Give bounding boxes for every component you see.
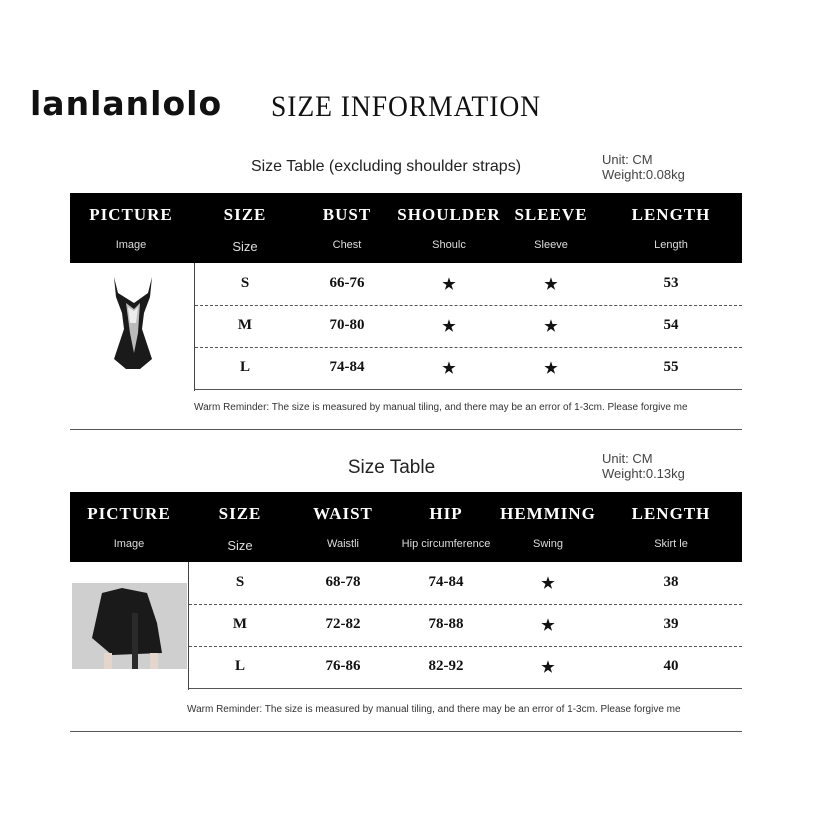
table-header	[70, 492, 742, 562]
table-cell: M	[237, 317, 253, 333]
table-cell: 66-76	[329, 275, 365, 291]
table-cell: 72-82	[325, 616, 361, 632]
column-subheader: Shoulc	[432, 239, 466, 251]
table-cell: ★	[544, 361, 558, 377]
table-row	[189, 562, 742, 605]
divider	[70, 731, 742, 732]
table-cell: 76-86	[325, 658, 361, 674]
table-row	[195, 305, 742, 348]
table-cell: L	[234, 658, 246, 674]
table-cell: 55	[663, 359, 679, 375]
table-cell: 39	[663, 616, 679, 632]
table-title: Size Table (excluding shoulder straps)	[250, 158, 522, 175]
column-header: LENGTH	[631, 504, 711, 523]
divider	[70, 429, 742, 430]
warm-reminder: Warm Reminder: The size is measured by manual tiling, and there may be an error of 1-3cm. Please forgive me	[187, 704, 681, 715]
column-subheader: Waistli	[327, 538, 359, 550]
table-title: Size Table	[347, 457, 436, 478]
unit-label: Unit: CM	[602, 152, 653, 167]
table-cell: ★	[544, 319, 558, 335]
column-header: SIZE	[223, 205, 267, 224]
table-cell: ★	[541, 618, 555, 634]
bodysuit-image	[70, 263, 194, 391]
column-subheader: Image	[115, 239, 147, 251]
column-subheader: Swing	[533, 538, 563, 550]
column-header: HIP	[429, 504, 463, 523]
table-cell: M	[232, 616, 248, 632]
table-cell: ★	[541, 660, 555, 676]
unit-info	[602, 152, 685, 182]
column-subheader: Sleeve	[534, 239, 568, 251]
table-header	[70, 193, 742, 263]
column-header: BUST	[322, 205, 372, 224]
table-cell: 82-92	[428, 658, 464, 674]
table-cell: ★	[442, 277, 456, 293]
table-cell: L	[239, 359, 251, 375]
table-row	[195, 347, 742, 390]
column-header: WAIST	[313, 504, 373, 523]
table-cell: 78-88	[428, 616, 464, 632]
column-subheader: Hip circumference	[401, 538, 491, 550]
product-picture	[70, 263, 195, 391]
column-subheader: Length	[654, 239, 688, 251]
page-title: SIZE INFORMATION	[271, 90, 542, 123]
table-cell: 74-84	[329, 359, 365, 375]
column-header: SIZE	[218, 504, 262, 523]
column-header: PICTURE	[89, 205, 173, 224]
unit-label: Unit: CM	[602, 451, 653, 466]
column-subheader: Chest	[332, 239, 362, 251]
table-cell: 40	[663, 658, 679, 674]
table-row	[189, 604, 742, 647]
table-cell: S	[240, 275, 250, 291]
table-cell: ★	[442, 361, 456, 377]
table-cell: 68-78	[325, 574, 361, 590]
table-cell: 54	[663, 317, 679, 333]
table-cell: 70-80	[329, 317, 365, 333]
table-cell: ★	[442, 319, 456, 335]
column-subheader: Size	[227, 538, 253, 553]
column-header: HEMMING	[500, 504, 596, 523]
weight-label: Weight:0.13kg	[602, 466, 685, 481]
column-header: PICTURE	[87, 504, 171, 523]
weight-label: Weight:0.08kg	[602, 167, 685, 182]
column-subheader: Image	[113, 538, 145, 550]
table-cell: 38	[663, 574, 679, 590]
unit-info	[602, 451, 685, 481]
table-row	[195, 263, 742, 306]
table-cell: ★	[541, 576, 555, 592]
column-header: SHOULDER	[397, 205, 501, 224]
column-subheader: Size	[232, 239, 258, 254]
table-cell: S	[235, 574, 245, 590]
skirt-image	[72, 583, 187, 669]
warm-reminder: Warm Reminder: The size is measured by manual tiling, and there may be an error of 1-3cm. Please forgive me	[194, 402, 688, 413]
column-header: LENGTH	[631, 205, 711, 224]
table-cell: 53	[663, 275, 679, 291]
product-picture	[70, 562, 189, 690]
table-cell: ★	[544, 277, 558, 293]
column-subheader: Skirt le	[654, 538, 688, 550]
table-cell: 74-84	[428, 574, 464, 590]
table-row	[189, 646, 742, 689]
column-header: SLEEVE	[514, 205, 588, 224]
brand-logo: lanlanlolo	[30, 84, 223, 123]
